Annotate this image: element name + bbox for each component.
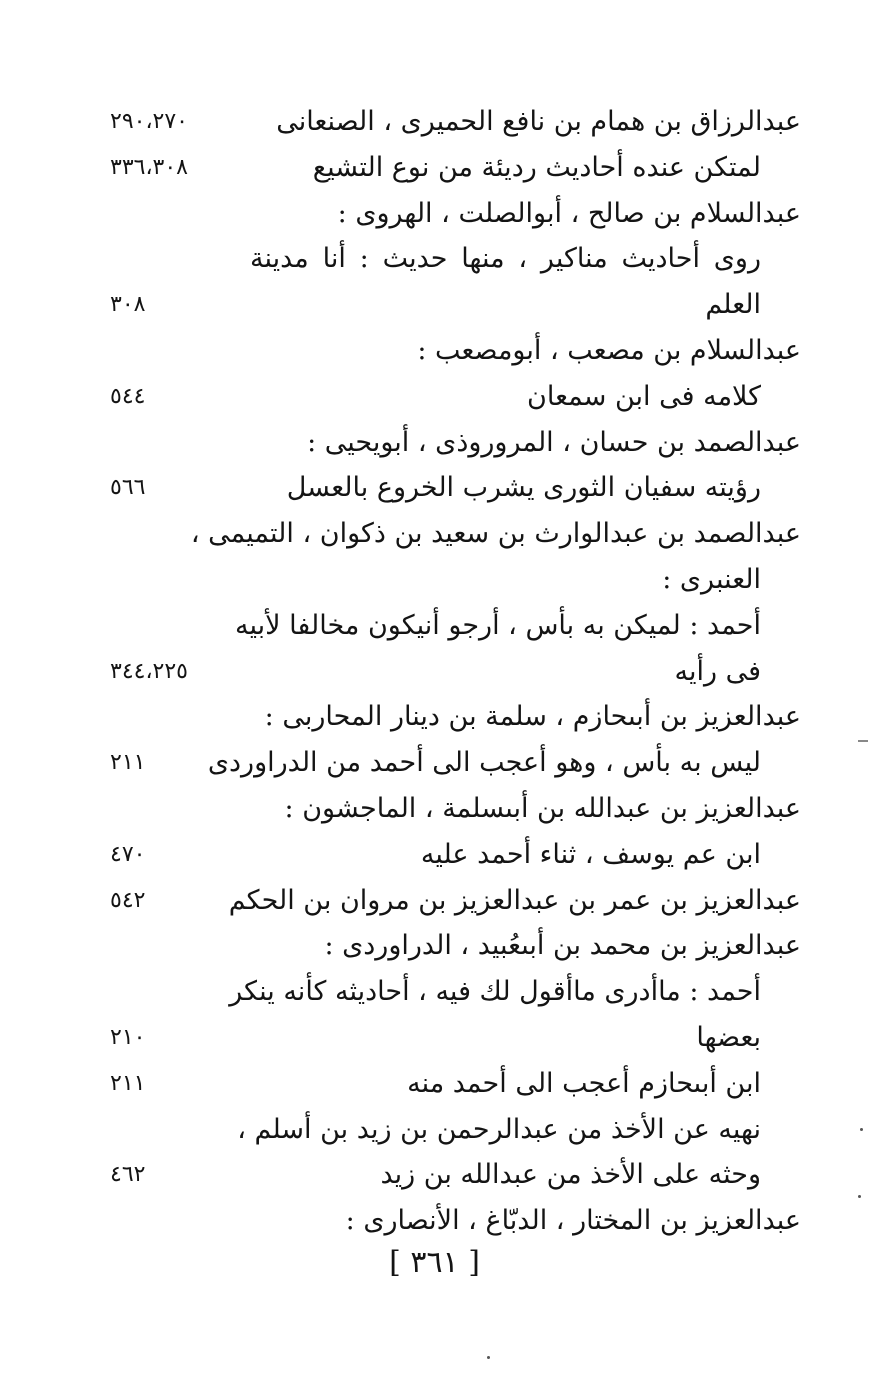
page-reference: ٣٠٨: [110, 292, 146, 317]
index-subentry-text: نهيه عن الأخذ من عبدالرحمن بن زيد بن أسلم ،: [237, 1114, 761, 1145]
page-reference: ٤٦٢: [110, 1162, 146, 1187]
margin-dot: [487, 1356, 490, 1359]
index-subentry-text: ليس به بأس ، وهو أعجب الى أحمد من الدراوردى: [207, 747, 761, 778]
index-entry-text: عبدالعزيز بن محمد بن أبىعُبيد ، الدراوردى :: [324, 930, 801, 961]
page-reference: ٥٤٤: [110, 384, 146, 409]
index-subentry-text: كلامه فى ابن سمعان: [527, 381, 761, 412]
page-reference: ٢٩٠،٢٧٠: [110, 109, 188, 134]
page-reference: ٣٤٤،٢٢٥: [110, 659, 188, 684]
index-subentry-text: فى رأيه: [674, 656, 761, 687]
index-subentry-text: لمتكن عنده أحاديث رديئة من نوع التشيع: [312, 152, 761, 183]
page-reference: ٣٣٦،٣٠٨: [110, 155, 188, 180]
index-subentry-text: أحمد : ماأدرى ماأقول لك فيه ، أحاديثه كأنه ينكر: [229, 976, 761, 1007]
index-subentry-text: ابن أبىحازم أعجب الى أحمد منه: [407, 1068, 761, 1099]
index-subentry-text: رؤيته سفيان الثورى يشرب الخروع بالعسل: [286, 472, 761, 503]
index-entry-text: عبدالصمد بن عبدالوارث بن سعيد بن ذكوان ، التميمى ،: [190, 518, 801, 549]
page-reference: ٤٧٠: [110, 842, 146, 867]
index-entry-text: عبدالسلام بن صالح ، أبوالصلت ، الهروى :: [337, 198, 801, 229]
margin-dot: [858, 1195, 861, 1198]
page-reference: ٢١١: [110, 1071, 146, 1096]
index-entry-text: عبدالرزاق بن همام بن نافع الحميرى ، الصنعانى: [276, 106, 801, 137]
page-number: [ ٣٦١ ]: [389, 1245, 480, 1280]
index-entry-text: عبدالعزيز بن أبىحازم ، سلمة بن دينار المحاربى :: [264, 701, 801, 732]
index-entry-text: عبدالصمد بن حسان ، المروروذى ، أبويحيى :: [307, 427, 801, 458]
index-entry-text: عبدالعزيز بن عبدالله بن أبىسلمة ، الماجشون :: [284, 793, 801, 824]
margin-mark: [858, 740, 868, 742]
index-subentry-text: العلم: [705, 289, 761, 320]
index-subentry-text: روى أحاديث مناكير ، منها حديث : أنا مدينة: [250, 243, 761, 274]
page-reference: ٥٤٢: [110, 888, 146, 913]
margin-dot: [860, 1128, 863, 1131]
page-reference: ٢١٠: [110, 1025, 146, 1050]
page-reference: ٥٦٦: [110, 475, 146, 500]
index-subentry-text: ابن عم يوسف ، ثناء أحمد عليه: [420, 839, 761, 870]
index-subentry-text: وحثه على الأخذ من عبدالله بن زيد: [380, 1159, 761, 1190]
index-subentry-text: العنبرى :: [662, 564, 761, 595]
index-entry-text: عبدالعزيز بن المختار ، الدبّاغ ، الأنصارى :: [345, 1205, 801, 1236]
index-subentry-text: بعضها: [696, 1022, 761, 1053]
page-reference: ٢١١: [110, 750, 146, 775]
index-subentry-text: أحمد : لميكن به بأس ، أرجو أنيكون مخالفا لأبيه: [235, 610, 761, 641]
index-entry-text: عبدالعزيز بن عمر بن عبدالعزيز بن مروان بن الحكم: [228, 885, 801, 916]
index-entry-text: عبدالسلام بن مصعب ، أبومصعب :: [417, 335, 801, 366]
